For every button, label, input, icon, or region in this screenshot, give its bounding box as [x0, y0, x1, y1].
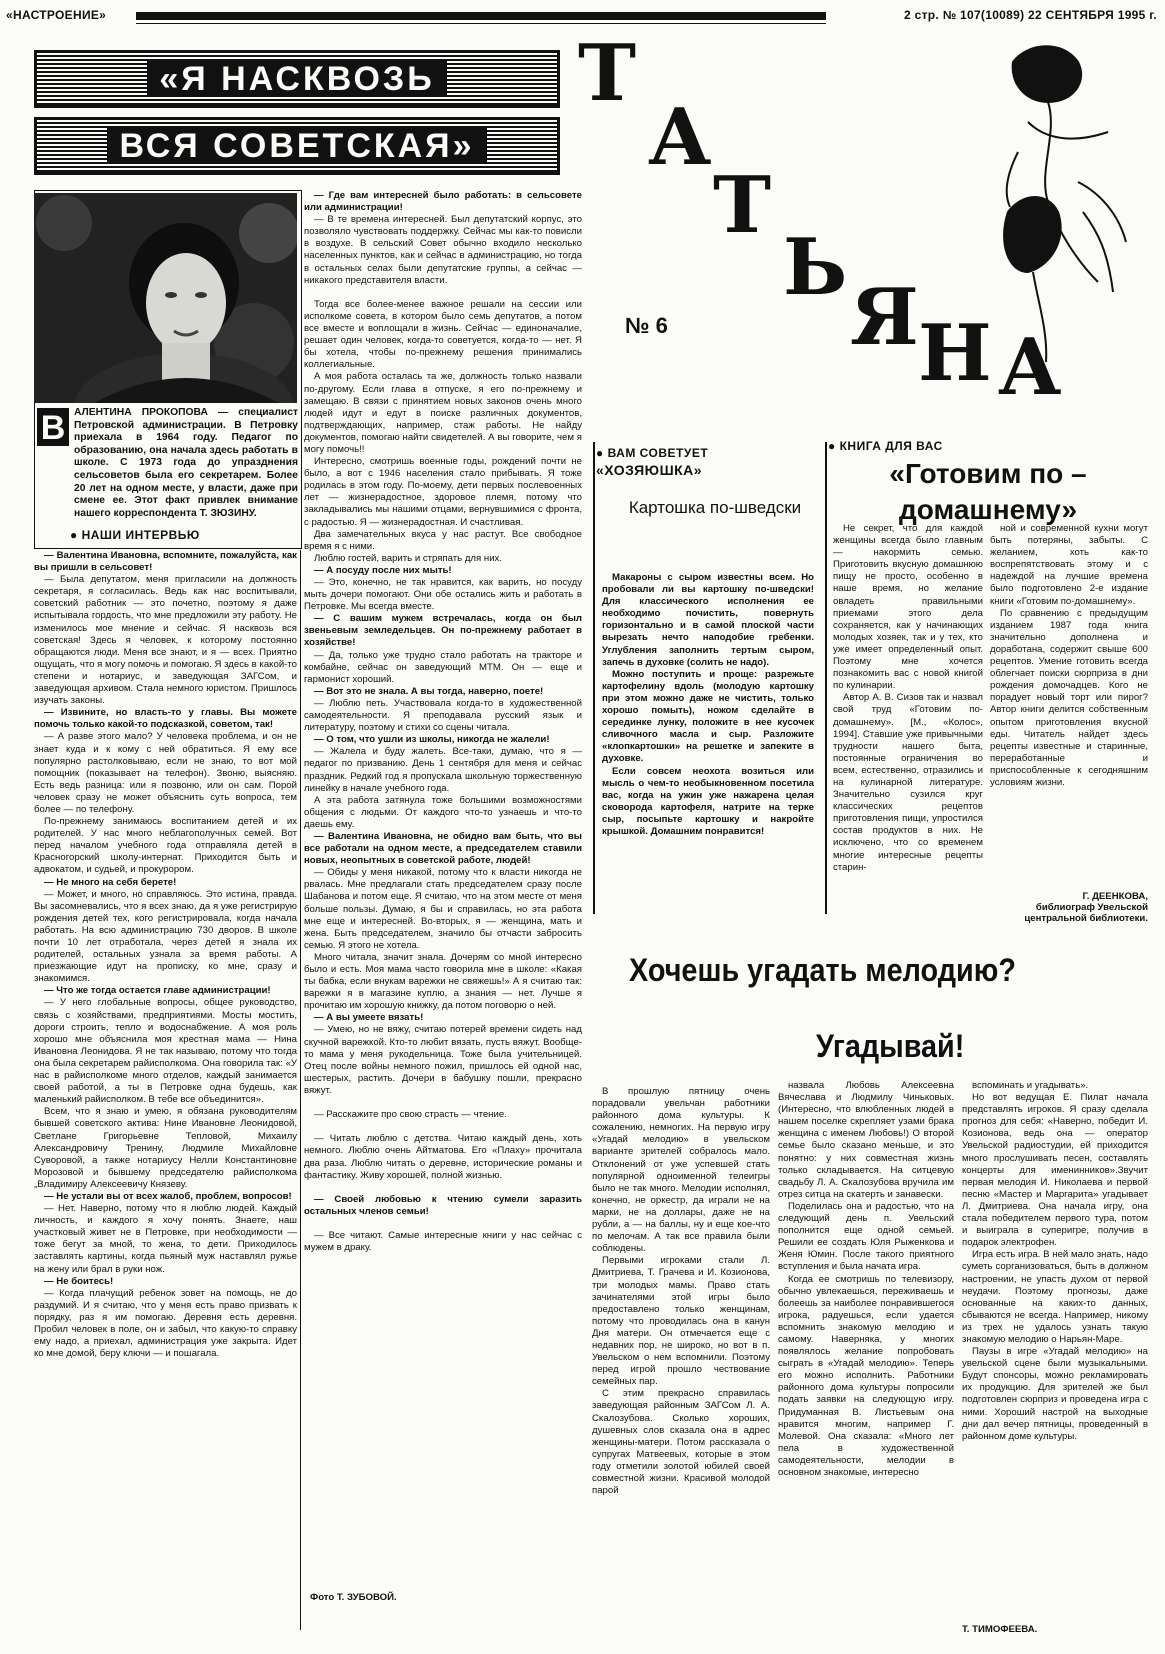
paragraph: А эта работа затянула тоже большими возможностями общения с людьми. От каждого что-то узнаешь и что-то даешь ему. [304, 794, 582, 830]
paragraph: Интересно, смотришь военные годы, рождений почти не было, а вот с 1946 населения стало прибывать. Я тоже родилась в этом году. По-моему, дети первых послевоенных лет — жизнерадостное, здоровое племя, потому что закладывались мы нашими отцами, вернувшимися с фронта, с радостью. Я — жизнерадостная. И счастливая. [304, 456, 582, 528]
paragraph: С этим прекрасно справилась заведующая районным ЗАГСом Л. А. Скалозубова. Сколько хороших, душевных слов сказала она в адрес женщины-матери. Потом рассказала о супругах Матвеевых, которые в этом году отметили золотой юбилей своей совместной жизни. Красивой молодой парой [592, 1388, 770, 1497]
svg-text:А: А [998, 322, 1062, 413]
svg-text:Т: Т [713, 160, 772, 251]
recipe-column-title: «ХОЗЯЮШКА» [596, 462, 703, 478]
paragraph: Люблю гостей, варить и стряпать для них. [314, 552, 503, 564]
issue-number: № 6 [625, 313, 668, 338]
paragraph: — О том, что ушли из школы, никогда не жалели! [314, 734, 550, 746]
svg-text:Ь: Ь [783, 222, 848, 313]
paragraph: назвала Любовь Алексеевна Вячеслава и Людмилу Чиньковых.(Интересно, что влюбленных людей в нашем поселке скрепляет узами брака женщина с именем Любовь!) О второй семье было сказано меньше, и это понятно: у них совместная жизнь только складывается. На ситцевую свадьбу Л. А. Скалозубова вручила им отрез ситца на скатерть и занавески. [778, 1080, 954, 1200]
paragraph: Тогда все более-менее важное решали на сессии или исполкоме совета, в котором было семь депутатов, а потом все вместе и воплощали в жизнь. Сейчас — единоначалие, решает один человек, когда-то советуется, когда-то — нет. Я бы хотела, чтобы по-прежнему решения принимались коллегиальные. [304, 298, 582, 371]
paragraph: — Жалела и буду жалеть. Все-таки, думаю, что я — педагог по призванию. День 1 сентября для меня и сейчас праздник. Редкий год я пропускала школьную торжественную линейку в начале учебного года. [304, 746, 582, 794]
paragraph: Не секрет, что для каждой женщины всегда было главным — накормить семью. Приготовить вкусную домашнюю пищу не просто, особенно в наше время, но желание овладеть правильными приемами этого дела сохраняется, как у начинающих молодых хозяек, так и у тех, кто уже имеет определенный опыт. Поэтому мне хочется познакомить вас с новой книгой по кулинарии. [833, 523, 983, 692]
book-column-1 [833, 523, 983, 928]
portrait-image [34, 193, 297, 403]
melody-title-line-1: Хочешь угадать мелодию? [629, 952, 1016, 988]
paragraph: — А посуду после них мыть! [314, 564, 452, 576]
paragraph: — Нет. Наверно, потому что я люблю людей. Каждый личность, и каждого я хочу понять. Знаете, наш участковый живет не в Петровке, при необходимости — тоже бегут за мной, то жена, то дети. Приходилось заставлять картины, когда пьяный муж наставлял ружье на жену или брал в руки нож. [34, 1203, 297, 1275]
tatyana-title [578, 32, 1138, 432]
interview-column-2 [304, 190, 582, 1582]
paragraph: — Извините, но власть-то у главы. Вы можете помочь только какой-то подсказкой, советом, так! [34, 707, 297, 731]
paragraph [304, 1097, 582, 1109]
paragraph: — Обиды у меня никакой, потому что к власти никогда не рвалась. Мне предлагали стать председателем сразу после Шабанова и потом еще. Я считаю, что на этом месте от меня больше пользы. Думаю, я бы и справилась, но эта работа мне еще и интересней. Во-вторых, я — женщина, мать и жена. Быть председателем, значило бы отчасти забросить семью. Я этого не хотела. [304, 867, 582, 951]
book-rubric: ● КНИГА ДЛЯ ВАС [828, 439, 943, 453]
paragraph: — В те времена интересней. Был депутатский корпус, это позволяло чувствовать поддержку. Сейчас мы как-то повисли в воздухе. В сельский Совет обычно входило несколько населенных пунктов, как и сейчас в администрацию, но тогда в остальных селах были депутатские группы, а сейчас — никакого представителя власти. [304, 214, 582, 286]
paragraph: ной и современной кухни могут быть потеряны, забыты. С желанием, хоть как-то воспрепятствовать этому и с надеждой на лучшие времена было подготовлено 2-е издание книги «Готовим по-домашнему». [990, 523, 1148, 607]
melody-column-2 [778, 1080, 954, 1640]
paragraph: Паузы в игре «Угадай мелодию» на увельской сцене были музыкальными. Будут спонсоры, можно рекламировать их продукцию. Для зрителей же был подготовлен сюрприз и проведена игра с ними. Хороший настрой на выходные дни дал вечер пятницы, проведенный в районном доме культуры. [962, 1346, 1148, 1442]
book-signature: Г. ДЕЕНКОВА, библиограф Увельской центральной библиотеки. [1024, 891, 1148, 924]
tatyana-lettering [578, 32, 1138, 432]
melody-column-3 [962, 1080, 1148, 1620]
svg-text:Я: Я [850, 272, 919, 363]
paragraph: — Может, и много, но справляюсь. Это истина, правда. Вы засомневались, что я всех знаю, да я уже регистрирую рождения детей тех, кого регистрировала, когда начала работать. На всю администрацию 730 дворов. В школе почти 10 лет отработала, через детей я знала их родителей, остальных узнала за время работы. А приезжающие идут на прописку, ко мне, сразу и знакомимся. [34, 888, 297, 985]
paragraph: — Вот это не знала. А вы тогда, наверно, поете! [314, 685, 544, 697]
paragraph: Поделилась она и радостью, что на следующий день п. Увельский пополнится еще одной семьей. Решили ее создать Юля Рыженкова и Женя Юмин. После такого приятного вступления и была начата игра. [778, 1200, 954, 1273]
book-column-2 [990, 523, 1148, 863]
paragraph: Когда ее смотришь по телевизору, обычно увлекаешься, переживаешь и болеешь за наиболее понравившегося игрока, радуешься, если удается вспомнить знакомую мелодию и самому. Наверняка, у многих появлялось желание попробовать сыграть в «Угадай мелодию». Теперь его можно исполнить. Работники районного дома культуры попросили подать заявки на следующую игру. Придуманная В. Листьевым она нравится многим, например Г. Молевой. Она сказала: «Много лет пела в художественной самодеятельности, мелодии в основном знакомые, интересно [778, 1273, 954, 1478]
paragraph: Но вот ведущая Е. Пилат начала представлять игроков. Я сразу сделала прогноз для себя: «Наверно, победит И. Козионова, ведь она — оператор Увельской радиостудии, ей приходится много прослушивать песен, составлять концерты для именинников».Звучит первая мелодия И. Николаева и первой песню «Мастер и Маргарита» угадывает Л. Дмитриева. Она начала игру, она стала победителем первого тура, потом и выиграла в суперигре, получив в подарок электрофен. [962, 1092, 1148, 1249]
paragraph: — Не боитесь! [44, 1275, 114, 1287]
recipe-title: Картошка по-шведски [628, 498, 802, 517]
paragraph: — Да, только уже трудно стало работать на тракторе и комбайне, сейчас он заведующий МТМ. Он — еще и гармонист хороший. [304, 649, 582, 685]
paragraph: — Люблю петь. Участвовала когда-то в художественной самодеятельности. Я преподавала русский язык и литературу, поэтому и стихи со сцены читала. [304, 697, 582, 734]
masthead-section-name: «НАСТРОЕНИЕ» [6, 8, 107, 22]
paragraph: — Валентина Ивановна, не обидно вам быть, что вы все работали на одном месте, а председателем ставили новых, неопытных в советской работе, людей! [304, 830, 582, 867]
paragraph: А моя работа осталась та же, должность только назвали по-другому. Если глава в отпуске, я его по-прежнему и замещаю. В связи с принятием новых законов очень много людей идут и едут в поиске различных документов, подтверждающих, например, стаж работы. Не найду документов, помогаю найти свидетелей. А вы говорите, чем я могу помочь!! [304, 371, 582, 455]
paragraph: — Все читают. Самые интересные книги у нас сейчас с мужем в драку. [304, 1230, 582, 1254]
paragraph: По-прежнему занимаюсь воспитанием детей и их родителей. У нас много неблагополучных семей. Вот перед началом учебного года отправляла детей в Красногорский школу-интернат. Приходится быть и адвокатом, и судьей, и прокурором. [34, 816, 297, 876]
paragraph: В прошлую пятницу очень порадовали увельчан работники районного дома культуры. К сожалению, немногих. На первую игру «Угадай мелодию» в увельском варианте зрителей собралось мало. Отклонений от уже успевшей стать популярной одноименной телеигры было не так много. Мелодии исполнял, конечно, не оркестр, да играли не на марки, не на доллары, даже не на рубли, а — на баллы, ну и еще кое-что по мелочам. А так все правила были соблюдены. [592, 1086, 770, 1255]
interview-rubric: ● НАШИ ИНТЕРВЬЮ [70, 528, 200, 542]
paragraph: — Своей любовью к чтению сумели заразить остальных членов семьи! [304, 1193, 582, 1217]
paragraph: — Валентина Ивановна, вспомните, пожалуйста, как вы пришли в сельсовет! [34, 550, 297, 574]
paragraph: Первыми игроками стали Л. Дмитриева, Т. Грачева и И. Козионова, три молодых мамы. Право стать зачинателями этой игры было предоставлено только женщинам, потому что проводилась она в канун Дня матери. Он отмечается еще с недавних пор, не широко, но вот в п. Увельском о нем вспомнили. Поэтому перед игрой прошло чествование семейных пар. [592, 1255, 770, 1388]
paragraph: По сравнению с предыдущим изданием 1987 года книга значительно дополнена и доработана, содержит свыше 600 рецептов. Умение готовить всегда облегчает поиски сюрприза в дни рождения домочадцев. Кого не порадует новый торт или пирог? Автор книги делится собственным опытом приготовления вкусной еды. Читатель найдет здесь рецепты известные и старинные, переработанные и приспособленные к сегодняшним условиям жизни. [990, 607, 1148, 788]
melody-column-1 [592, 1086, 770, 1636]
headline-line-1: «Я НАСКВОЗЬ [147, 61, 446, 97]
svg-text:А: А [648, 92, 712, 183]
paragraph: — А разве этого мало? У человека проблема, и он не знает куда и к кому с ней обратиться. Я ему все популярно растолковываю, если не знаю, то вот мой помощник (показывает на телефон). Звоню, выясняю. Есть ведь разница: или я позвоню, или он сам. Порой человек сразу не может объяснить суть вопроса, тем более — по телефону. [34, 731, 297, 815]
paragraph: Можно поступить и проще: разрежьте картофелину вдоль (молодую картошку при этом можно даже не чистить, только хорошо помыть), ножом сделайте в серединке лунку, положите в нее кусочек сливочного масла и сыр. Разложите «клопкартошки» на решетке и запеките в духовке. [602, 668, 814, 765]
paragraph: — Когда плачущий ребенок зовет на помощь, не до раздумий. И я считаю, что у меня есть право призвать к порядку, раз я им помогаю. Деревня есть деревня. Пробил человек в поле, он и забыл, что какую-то справку ему надо, а приехал, администрация уже закрыта. Идет ко мне домой, беру ключи — и пошагала. [34, 1287, 297, 1360]
headline-line-2: ВСЯ СОВЕТСКАЯ» [107, 128, 486, 164]
headline-banner-2 [34, 117, 560, 175]
recipe-body [602, 572, 814, 908]
paragraph: — Что же тогда остается главе администрации! [44, 985, 271, 997]
paragraph: Автор А. В. Сизов так и назвал свой труд «Готовим по-домашнему». [М., «Колос», 1994]. Ставшие уже привычными трудности нашего быта, постоянные ограничения во всем, естественно, отразились и на кулинарной литературе. Значительно сузился круг классических рецептов приготовления пищи, упростился состав продуктов в них. Не исключено, что со временем многие интересные рецепты старин- [833, 692, 983, 873]
paragraph: — Расскажите про свою страсть — чтение. [314, 1109, 507, 1121]
masthead-rule [136, 12, 826, 20]
paragraph: — Не много на себя берете! [44, 876, 177, 888]
paragraph: Если совсем неохота возиться или мысль о чем-то необыкновенном посетила вас, когда на ужин уже нажарена целая сковорода картофеля, натрите на терке сыр, посыпьте картошку и накройте крышкой. Домашним понравится! [602, 765, 814, 837]
paragraph: Игра есть игра. В ней мало знать, надо суметь сорганизоваться, быть в должном настроении, не упасть духом от первой неудачи. Поэтому прогнозы, даже основанные на каких-то данных, сбываются не всегда. Например, никому из трех не удалось узнать такую знакомую мелодию о Нарьян-Маре. [962, 1249, 1148, 1345]
paragraph: — Это, конечно, не так нравится, как варить, но посуду мыть дочери помогают. Они обе остались жить и работать в Петровке. Мы всегда вместе. [304, 577, 582, 613]
svg-text:Н: Н [918, 308, 992, 399]
paragraph: Два замечательных вкуса у нас растут. Все свободное время я с ними. [304, 528, 582, 552]
melody-title-line-2: Угадывай! [816, 1028, 965, 1064]
paragraph [304, 1182, 582, 1194]
paragraph [304, 1121, 582, 1133]
masthead-issue-date: 2 стр. № 107(10089) 22 СЕНТЯБРЯ 1995 г. [904, 8, 1157, 22]
photo-credit: Фото Т. ЗУБОВОЙ. [310, 1592, 397, 1603]
paragraph: Макароны с сыром известны всем. Но пробовали ли вы картошку по-шведски! Для классического исполнения ее необходимо почистить, повернуть горизонтально и в самой плоской части вырезать нечто наподобие гребенки. Углубления заполнить тертым сыром, запечь в духовке (солить не надо). [602, 572, 814, 668]
paragraph: — У него глобальные вопросы, общее руководство, связь с хозяйствами, предприятиями. Мосты мостить, дороги строить, тепло и водоснабжение. А моя роль хорошо мне объяснила моя крестная мама — Нина Ивановна Леонидова. Я не так называю, потому что тогда она была секретарем райисполкома. Она говорила так: «У нас в райисполкоме много отделов, каждый занимается своей работой, а ты в Петровке одна будешь, как маленький райисполком. В тебе все объединится». [34, 997, 297, 1106]
paragraph: Много читала, значит знала. Дочерям со мной интересно было и есть. Моя мама часто говорила мне в школе: «Какая ты бабка, если внукам варежки не свяжешь!» А я считаю так: варежки я в магазине куплю, а знания — нет. Лучше я прочитаю им хорошую книжку, да потом поговорю о ней. [304, 951, 582, 1012]
paragraph [304, 1218, 582, 1230]
drop-cap: В [37, 408, 69, 446]
interview-column-1 [34, 550, 297, 1640]
paragraph: — Читать люблю с детства. Читаю каждый день, хоть немного. Люблю очень Айтматова. Его «Плаху» прочитала два раза. Люблю читать о деревне, исторические романы и фантастику. Живу хорошей, полной жизнью. [304, 1133, 582, 1181]
paragraph: — Где вам интересней было работать: в сельсовете или администрации! [304, 190, 582, 214]
paragraph: вспоминать и угадывать». [972, 1080, 1089, 1091]
paragraph: — Умею, но не вяжу, считаю потерей времени сидеть над скучной варежкой. Кто-то любит вязать, пусть вяжут. Вообще-то мама у меня рукодельница. Тоже была учительницей. Отец после войны немного пожил, пришлось ей одной нас, шестерых, растить. Дочери в бабушку пошли, прекрасно вяжут. [304, 1024, 582, 1096]
recipe-rubric: ● ВАМ СОВЕТУЕТ [596, 446, 708, 460]
paragraph [304, 287, 582, 299]
book-title: «Готовим по – домашнему» [889, 458, 1087, 525]
paragraph: Всем, что я знаю и умею, я обязана руководителям бывшей советского актива: Нине Ивановне Леонидовой, Светлане Григорьевне Тепловой, Михаилу Александровичу Тренину, Людмиле Михайловне Суворовой, а также нотариусу Нелли Константиновне Морозовой и бывшему председателю райисполкома „Владимиру Алексеевичу Князеву. [34, 1106, 297, 1190]
portrait-photo [34, 193, 297, 403]
column-divider [300, 550, 301, 1630]
svg-text:Т: Т [578, 32, 637, 119]
paragraph: — С вашим мужем встречалась, когда он был звеньевым земледельцев. Он по-прежнему работает в хозяйстве! [304, 613, 582, 649]
melody-signature: Т. ТИМОФЕЕВА. [962, 1624, 1038, 1635]
headline-banner-1 [34, 50, 560, 108]
paragraph: — Не устали вы от всех жалоб, проблем, вопросов! [44, 1190, 292, 1202]
interview-intro: АЛЕНТИНА ПРОКОПОВА — специалист Петровской администрации. В Петровку приехала в 1964 году. Педагог по образованию, она начала здесь работать в школе. С 1973 года до упразднения сельсоветов была его секретарем. Более 20 лет на одном месте, у власти, даже при смене ее. Этот факт привлек внимание нашего корреспондента Т. ЗЮЗИНУ. [74, 407, 298, 519]
paragraph: — Была депутатом, меня пригласили на должность секретаря, я согласилась. Ведь как нас воспитывали, советский работник — это почетно, поэтому я даже испытывала гордость, что мне предложили эту работу. Не изменилось мое мнение и сейчас. Я насквозь вся советская! Здесь я человек, к которому постоянно обращаются люди. Меня все знают, и я — всех. Приятно ощущать, что я могу помочь и помогаю. Я здесь в какой-то степени и нотариус, и заведующая ЗАГСом, и заведующая архивом. Стала немного юристом. Пришлось изучать законы. [34, 574, 297, 707]
paragraph: — А вы умеете вязать! [314, 1012, 424, 1024]
